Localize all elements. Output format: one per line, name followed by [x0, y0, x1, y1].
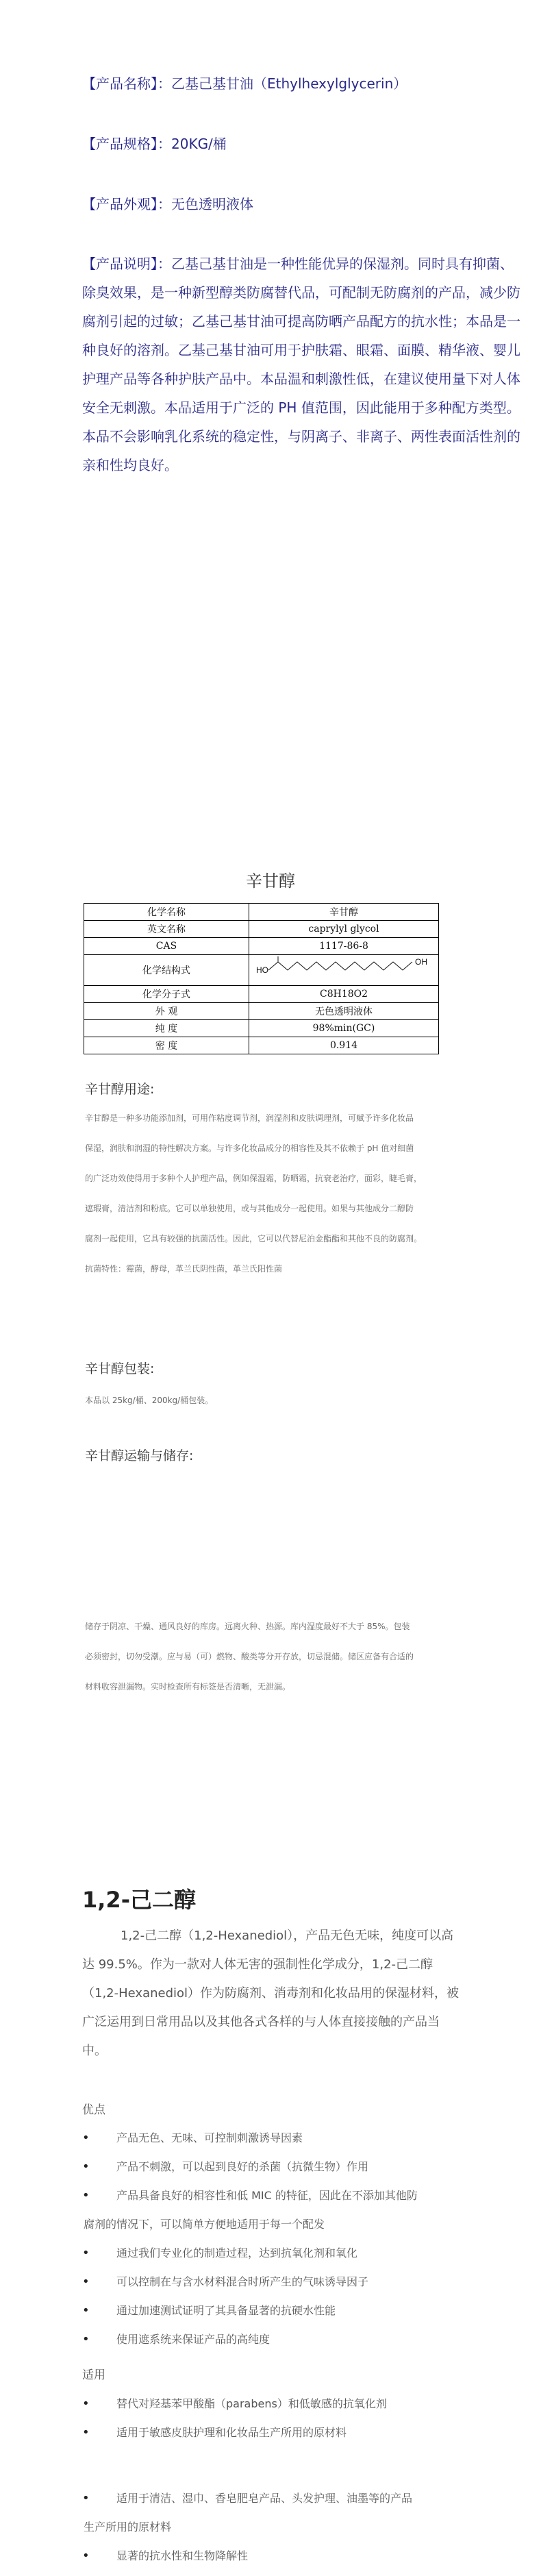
- uses-line: 遮瑕膏，清洁剂和粉底。它可以单独使用，或与其他成分一起使用。如果与其他成分二醇防: [85, 1204, 414, 1213]
- intro-line: 广泛运用到日常用品以及其他各式各样的与人体直接接触的产品当: [82, 2015, 440, 2029]
- list-item: • 通过加速测试证明了其具备显著的抗硬水性能: [116, 2296, 507, 2325]
- bullet-icon: •: [82, 2131, 90, 2145]
- list-item: • 通过我们专业化的制造过程，达到抗氧化剂和氧化: [116, 2239, 507, 2268]
- bullet-icon: •: [82, 2491, 90, 2505]
- list-item: • 可以控制在与含水材料混合时所产生的气味诱导因子: [116, 2268, 507, 2296]
- table-row: [84, 1003, 439, 1020]
- struct-ho: HO: [256, 965, 268, 975]
- spec-key: CAS: [84, 938, 249, 955]
- product-desc-value: ：乙基己基甘油是一种性能优异的保湿剂。同时具有抑菌、除臭效果，是一种新型醇类防腐替代品，可配制无防腐剂的产品，减少防腐剂引起的过敏；乙基己基甘油可提高防晒产品配方的抗水性；本品是一种良好的溶剂。乙基己基甘油可用于护肤霜、眼霜、面膜、精华液、婴儿护理产品等各种护肤产品中。本品温和刺激性低，在建议使用量下对人体安全无刺激。本品适用于广泛的 PH 值范围，因此能用于多种配方类型。本品不会影响乳化系统的稳定性，与阴离子、非离子、两性表面活性剂的亲和性均良好。: [82, 256, 520, 473]
- bullet-icon: •: [82, 2303, 90, 2318]
- applicable-list: [82, 2390, 507, 2447]
- product-appearance-value: ：无色透明液体: [158, 196, 253, 212]
- spec-value: C8H18O2: [249, 986, 439, 1003]
- table-row: [84, 1020, 439, 1037]
- spec-key: 纯 度: [84, 1020, 249, 1037]
- product-name-value: ：乙基己基甘油（Ethylhexylglycerin）: [158, 75, 407, 92]
- list-item: • 适用于敏感皮肤护理和化妆品生产所用的原材料: [116, 2418, 507, 2447]
- list-item: • 产品无色、无味、可控制刺激诱导因素: [116, 2124, 507, 2153]
- structure-diagram: [252, 955, 436, 982]
- bullet-icon: •: [82, 2549, 90, 2563]
- product-spec-label: 【产品规格】: [82, 136, 158, 152]
- caprylyl-uses-text: [85, 1103, 523, 1284]
- store-line: 材料收容泄漏物。实时检查所有标签是否清晰，无泄漏。: [85, 1682, 291, 1692]
- table-row: [84, 986, 439, 1003]
- caprylyl-uses-title: 辛甘醇用途:: [85, 1082, 155, 1097]
- applicable-list-more: [82, 2484, 507, 2571]
- table-row: [84, 1037, 439, 1054]
- spec-key: 化学结构式: [84, 955, 249, 986]
- product-name-line: [82, 69, 407, 99]
- uses-line: 腐剂一起使用，它具有较强的抗菌活性。因此，它可以代替尼泊金酯酯和其他不良的防腐剂。: [85, 1234, 423, 1243]
- intro-line: 达 99.5%。作为一款对人体无害的强制性化学成分，1,2-己二醇: [82, 1957, 433, 1972]
- spec-value: 1117-86-8: [249, 938, 439, 955]
- product-spec-line: [82, 129, 227, 159]
- advantages-list: [82, 2124, 507, 2354]
- table-row: [84, 938, 439, 955]
- structure-formula: [249, 955, 439, 986]
- caprylyl-spec-table: [84, 903, 439, 1054]
- list-item: • 产品具备良好的相容性和低 MIC 的特征，因此在不添加其他防 腐剂的情况下，可以简单方便地适用于每一个配发: [116, 2181, 507, 2239]
- spec-value: 98%min(GC): [249, 1020, 439, 1037]
- list-item: • 替代对羟基苯甲酸酯（parabens）和低敏感的抗氧化剂: [116, 2390, 507, 2418]
- product-description: [82, 249, 520, 480]
- caprylyl-title: 辛甘醇: [246, 871, 295, 891]
- spec-value: caprylyl glycol: [249, 921, 439, 938]
- store-line: 必须密封，切勿受潮。应与易（可）燃物、酸类等分开存放，切忌混储。储区应备有合适的: [85, 1652, 414, 1661]
- hexanediol-title: 1,2-己二醇: [82, 1887, 196, 1913]
- spec-key: 英文名称: [84, 921, 249, 938]
- bullet-icon: •: [82, 2275, 90, 2289]
- struct-oh: OH: [415, 957, 427, 967]
- spec-key: 外 观: [84, 1003, 249, 1020]
- table-row: [84, 904, 439, 921]
- list-item: • 产品不刺激，可以起到良好的杀菌（抗微生物）作用: [116, 2153, 507, 2181]
- product-desc-label: 【产品说明】: [82, 256, 158, 272]
- table-row: [84, 921, 439, 938]
- spec-key: 密 度: [84, 1037, 249, 1054]
- carbon-chain: [268, 962, 412, 970]
- applicable-title: 适用: [82, 2368, 105, 2382]
- spec-key: 化学分子式: [84, 986, 249, 1003]
- caprylyl-pack-title: 辛甘醇包装:: [85, 1361, 155, 1376]
- caprylyl-store-text: [85, 1611, 523, 1702]
- uses-line: 的广泛功效使得用于多种个人护理产品，例如保湿霜，防晒霜，抗衰老治疗，面彩，睫毛膏，: [85, 1174, 423, 1183]
- spec-value: 0.914: [249, 1037, 439, 1054]
- bullet-icon: •: [82, 2159, 90, 2174]
- store-line: 储存于阴凉、干燥、通风良好的库房。远离火种、热源。库内湿度最好不大于 85%。包装: [85, 1622, 410, 1631]
- product-appearance-label: 【产品外观】: [82, 196, 158, 212]
- caprylyl-pack-text: 本品以 25kg/桶、200kg/桶包装。: [85, 1396, 214, 1405]
- spec-key: 化学名称: [84, 904, 249, 921]
- caprylyl-store-title: 辛甘醇运输与储存:: [85, 1448, 194, 1463]
- bullet-icon: •: [82, 2397, 90, 2411]
- uses-line: 辛甘醇是一种多功能添加剂，可用作粘度调节剂，润湿剂和皮肤调理剂，可赋予许多化妆品: [85, 1113, 414, 1123]
- uses-line: 保湿，润肤和润湿的特性解决方案。与许多化妆品成分的相容性及其不依赖于 pH 值对细菌: [85, 1143, 414, 1153]
- product-appearance-line: [82, 189, 253, 219]
- intro-line: 1,2-己二醇（1,2-Hexanediol），产品无色无味，纯度可以高: [121, 1929, 454, 1943]
- bullet-icon: •: [82, 2425, 90, 2440]
- intro-line: 中。: [82, 2044, 107, 2058]
- intro-line: （1,2-Hexanediol）作为防腐剂、消毒剂和化妆品用的保湿材料，被: [82, 1986, 460, 2001]
- product-spec-value: ：20KG/桶: [158, 136, 227, 152]
- list-item: • 显著的抗水性和生物降解性: [116, 2542, 507, 2571]
- table-row: [84, 955, 439, 986]
- bullet-icon: •: [82, 2246, 90, 2260]
- spec-value: 无色透明液体: [249, 1003, 439, 1020]
- bullet-icon: •: [82, 2188, 90, 2203]
- spec-value: 辛甘醇: [249, 904, 439, 921]
- hexanediol-intro: [82, 1922, 520, 2066]
- uses-line: 抗菌特性：霉菌，酵母，革兰氏阴性菌，革兰氏阳性菌: [85, 1264, 283, 1274]
- list-item: • 使用遮系统来保证产品的高纯度: [116, 2325, 507, 2354]
- list-item: • 适用于清洁、湿巾、香皂肥皂产品、头发护理、油墨等的产品 生产所用的原材料: [116, 2484, 507, 2542]
- product-name-label: 【产品名称】: [82, 75, 158, 92]
- advantages-title: 优点: [82, 2103, 105, 2117]
- bullet-icon: •: [82, 2332, 90, 2346]
